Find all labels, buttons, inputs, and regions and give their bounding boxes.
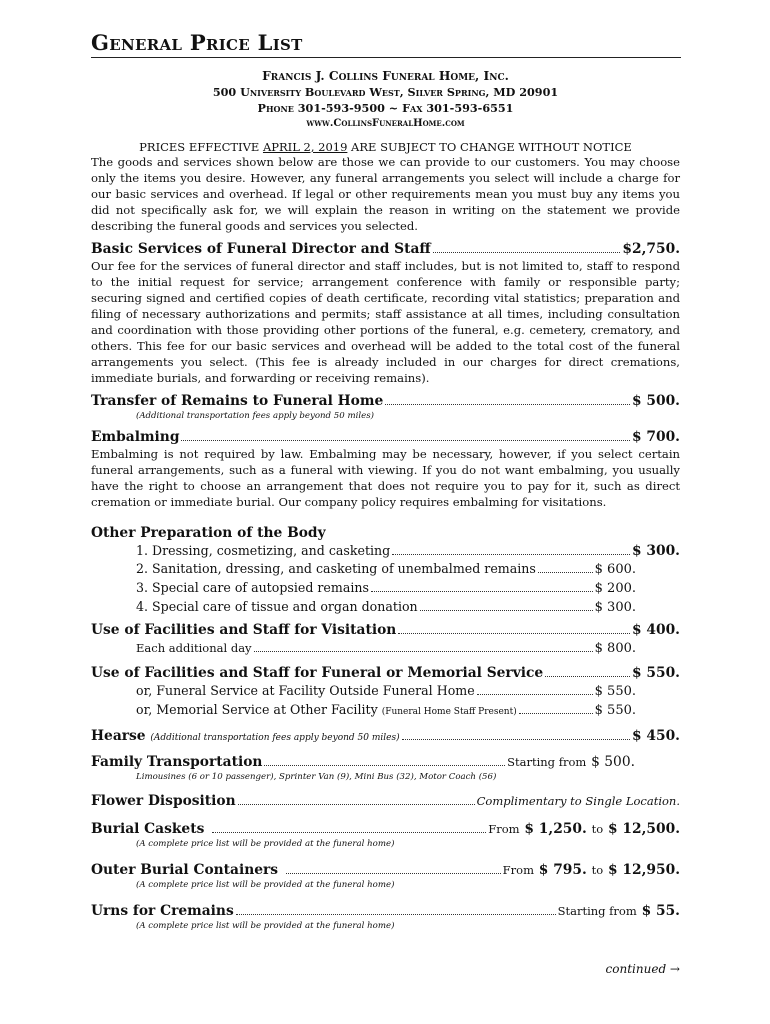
transfer-price: $ 500.: [631, 393, 680, 409]
dot-leader: [371, 591, 593, 592]
flower-disposition-value: Complimentary to Single Location.: [476, 794, 680, 808]
embalming-description: Embalming is not required by law. Embalming may be necessary, however, if you select certain funeral arrangements, such as a funeral with viewing. If you do not want embalming, you usually have the right to choose an arrangement that does not require you to pay for it, such as direct cremation or immediate burial. Our company policy requires embalming for visitations.: [91, 447, 680, 509]
urns-note: (A complete price list will be provided at the funeral home): [136, 921, 395, 931]
dot-leader: [264, 765, 505, 766]
visitation-label: Use of Facilities and Staff for Visitation: [91, 622, 397, 638]
embalming-price: $ 700.: [631, 429, 680, 445]
from-label: From: [488, 822, 520, 836]
dot-leader: [286, 873, 501, 874]
basic-services-description: Our fee for the services of funeral director and staff includes, but is not limited to, staff to respond to the initial request for service; arrangement conference with family or responsible party; securing signed and certified copies of death certificate, recording vital statistics; preparation and filing of necessary authorizations and permits; staff assistance at all times, including consultation and coordination with those providing other portions of the funeral, e.g. cemetery, crematory, and others. This fee for our basic services and overhead will be added to the total cost of the funeral arrangements you select. (This fee is already included in our charges for direct cremations, immediate burials, and forwarding or receiving remains).: [91, 259, 680, 385]
urns-label: Urns for Cremains: [91, 903, 234, 919]
burial-caskets-label: Burial Caskets: [91, 821, 205, 837]
visitation-additional-day-price: $ 800.: [594, 641, 636, 656]
to-label: to: [591, 863, 604, 877]
prep-item-label: 1. Dressing, cosmetizing, and casketing: [136, 543, 391, 558]
outer-burial-containers-label: Outer Burial Containers: [91, 862, 279, 878]
continued-label: continued →: [605, 962, 680, 976]
outer-burial-containers-row: [91, 861, 680, 879]
funeral-home-name: Francis J. Collins Funeral Home, Inc.: [262, 69, 509, 83]
burial-caskets-price-range: [488, 820, 680, 838]
dot-leader: [212, 832, 486, 833]
prep-item-price: $ 200.: [594, 581, 636, 596]
effective-suffix: ARE SUBJECT TO CHANGE WITHOUT NOTICE: [347, 140, 632, 154]
dot-leader: [236, 914, 556, 915]
urns-price: $ 55.: [641, 903, 680, 919]
family-transportation-note: Limousines (6 or 10 passenger), Sprinter Van (9), Mini Bus (32), Motor Coach (56): [136, 772, 497, 782]
visitation-price: $ 400.: [631, 622, 680, 638]
starting-from-label: Starting from: [557, 904, 637, 918]
dot-leader: [402, 739, 630, 740]
service-option-label: or, Funeral Service at Facility Outside Funeral Home: [136, 683, 475, 698]
dot-leader: [477, 694, 593, 695]
service-option-price: $ 550.: [594, 684, 636, 699]
funeral-service-row: [91, 664, 680, 682]
burial-caskets-row: [91, 820, 680, 838]
casket-low-price: $ 1,250.: [524, 821, 587, 837]
family-transportation-price-group: [507, 753, 635, 771]
transfer-note: (Additional transportation fees apply beyond 50 miles): [136, 411, 374, 421]
prep-item-price: $ 300.: [594, 600, 636, 615]
hearse-price: $ 450.: [631, 728, 680, 744]
container-high-price: $ 12,950.: [607, 862, 680, 878]
dot-leader: [385, 404, 630, 405]
family-transportation-label: Family Transportation: [91, 754, 263, 770]
basic-services-label: Basic Services of Funeral Director and Staff: [91, 241, 431, 257]
prep-item-price: $ 600.: [594, 562, 636, 577]
hearse-row: [91, 727, 680, 747]
funeral-home-phone: Phone 301-593-9500 ~ Fax 301-593-6551: [257, 101, 514, 115]
from-label: From: [502, 863, 534, 877]
containers-price-range: [503, 861, 680, 879]
funeral-home-website: www.CollinsFuneralHome.com: [306, 118, 465, 129]
urns-price-group: [558, 902, 680, 920]
dot-leader: [545, 676, 630, 677]
funeral-service-price: $ 550.: [631, 665, 680, 681]
hearse-note: (Additional transportation fees apply beyond 50 miles): [150, 733, 400, 743]
hearse-label: Hearse: [91, 728, 146, 744]
dot-leader: [238, 804, 475, 805]
starting-from-label: Starting from: [507, 755, 587, 769]
price-list-page: [91, 30, 680, 933]
outer-burial-containers-note: (A complete price list will be provided at the funeral home): [136, 880, 395, 890]
dot-leader: [392, 554, 630, 555]
other-preparation-label: Other Preparation of the Body: [91, 525, 326, 541]
service-option-note: (Funeral Home Staff Present): [381, 707, 517, 717]
prep-item-row: [136, 579, 636, 598]
visitation-row: [91, 621, 680, 639]
prep-item-price: $ 300.: [631, 543, 680, 559]
visitation-additional-day-label: Each additional day: [136, 641, 252, 655]
container-low-price: $ 795.: [538, 862, 587, 878]
service-option-label: [136, 701, 517, 721]
intro-paragraph: The goods and services shown below are those we can provide to our customers. You may choose only the items you desire. However, any funeral arrangements you select will include a charge for our basic services and overhead. If legal or other requirements mean you must buy any items you did not specifically ask for, we will explain the reason in writing on the statement we provide describing the funeral goods and services you selected.: [91, 155, 680, 233]
basic-services-row: [91, 240, 680, 258]
dot-leader: [398, 633, 630, 634]
service-option-row: [136, 701, 636, 721]
to-label: to: [591, 822, 604, 836]
effective-notice: [91, 140, 680, 154]
effective-date: APRIL 2, 2019: [262, 140, 348, 154]
embalming-row: [91, 428, 680, 446]
dot-leader: [519, 713, 593, 714]
other-preparation-heading: [91, 524, 680, 542]
prep-item-label: 3. Special care of autopsied remains: [136, 580, 369, 595]
prep-item-row: [136, 542, 680, 560]
dot-leader: [181, 440, 630, 441]
transfer-label: Transfer of Remains to Funeral Home: [91, 393, 384, 409]
prep-item-label: 2. Sanitation, dressing, and casketing of unembalmed remains: [136, 561, 536, 576]
funeral-home-address: 500 University Boulevard West, Silver Spring, MD 20901: [212, 85, 559, 99]
dot-leader: [420, 610, 593, 611]
visitation-additional-day-row: [136, 639, 636, 658]
prep-item-row: [136, 560, 636, 579]
hearse-label-group: [91, 727, 400, 747]
flower-disposition-row: [91, 792, 680, 810]
burial-caskets-note: (A complete price list will be provided at the funeral home): [136, 839, 395, 849]
prep-item-row: [136, 598, 636, 617]
dot-leader: [254, 651, 593, 652]
basic-services-price: $2,750.: [622, 241, 680, 257]
dot-leader: [433, 252, 621, 253]
family-transportation-row: [91, 753, 635, 771]
funeral-service-label: Use of Facilities and Staff for Funeral or Memorial Service: [91, 665, 544, 681]
transfer-row: [91, 392, 680, 410]
service-option-price: $ 550.: [594, 703, 636, 718]
urns-row: [91, 902, 680, 920]
flower-disposition-label: Flower Disposition: [91, 793, 236, 809]
effective-prefix: PRICES EFFECTIVE: [139, 140, 263, 154]
embalming-label: Embalming: [91, 429, 180, 445]
dot-leader: [538, 572, 593, 573]
prep-item-label: 4. Special care of tissue and organ donation: [136, 599, 418, 614]
family-transportation-price: $ 500.: [591, 754, 635, 770]
page-title: General Price List: [91, 30, 681, 58]
service-option-row: [136, 682, 636, 701]
casket-high-price: $ 12,500.: [607, 821, 680, 837]
service-option-text: or, Memorial Service at Other Facility: [136, 702, 378, 717]
